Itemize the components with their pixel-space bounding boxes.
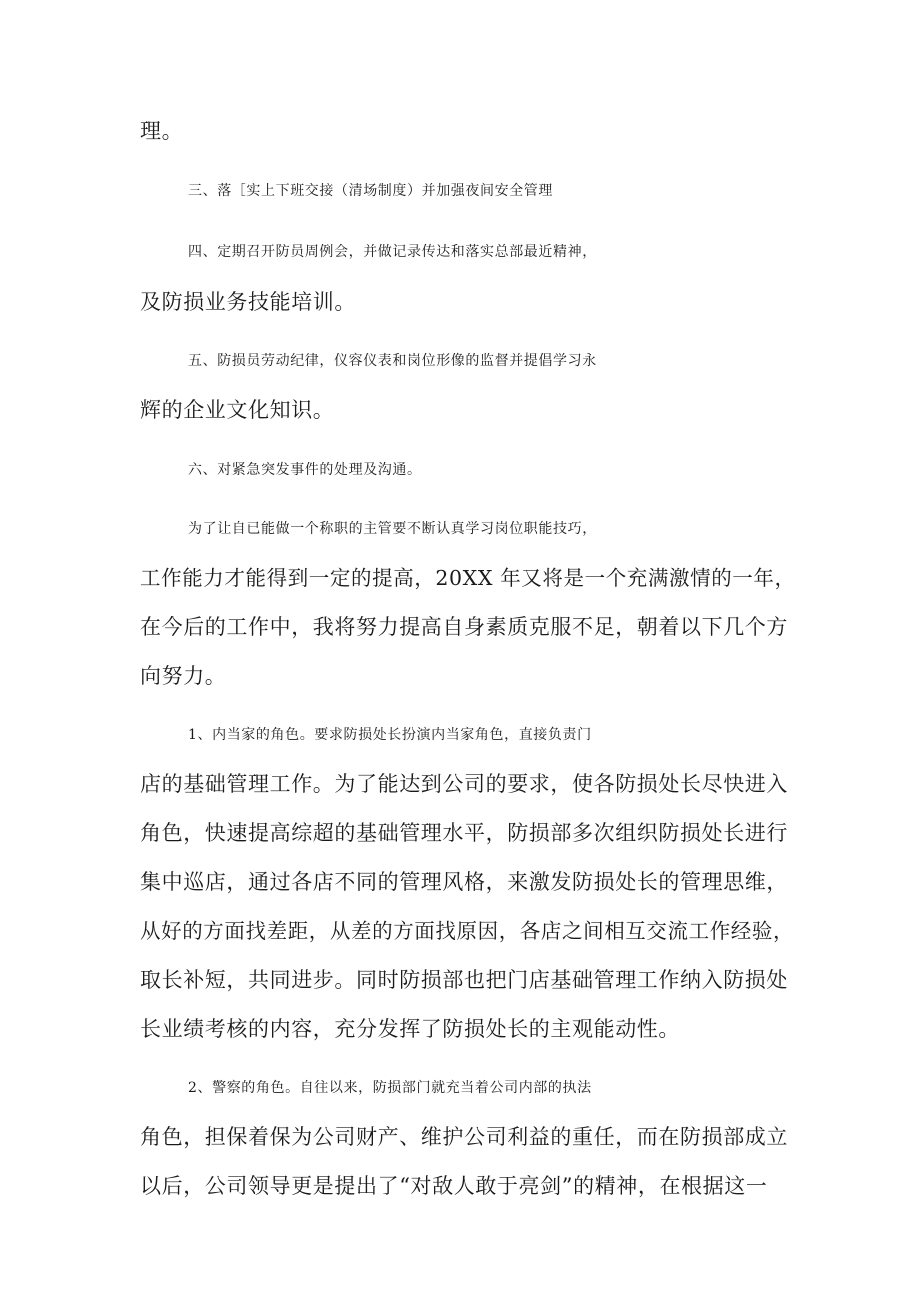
text-line: 1、内当家的角色。要求防损处长扮演内当家角色，直接负责门 [188, 727, 592, 743]
text-line: 四、定期召开防员周例会，并做记录传达和落实总部最近精神， [188, 244, 597, 260]
text-line: 三、落［实上下班交接（清场制度）并加强夜间安全管理 [188, 183, 553, 199]
text-line: 在今后的工作中，我将努力提高自身素质克服不足，朝着以下几个方 [140, 615, 788, 639]
text-line: 理。 [140, 119, 184, 143]
text-line: 2、警察的角色。自往以来，防损部门就充当着公司内部的执法 [188, 1080, 592, 1096]
text-line: 长业绩考核的内容，充分发挥了防损处长的主观能动性。 [140, 1017, 680, 1041]
text-line: 角色，快速提高综超的基础管理水平，防损部多次组织防损处长进行 [140, 821, 788, 845]
text-line: 以后，公司领导更是提出了“对敌人敢于亮剑”的精神，在根据这一 [140, 1174, 768, 1198]
text-line: 六、对紧急突发事件的处理及沟通。 [188, 462, 422, 478]
text-line: 从好的方面找差距，从差的方面找原因，各店之间相互交流工作经验， [140, 919, 795, 943]
text-line: 向努力。 [140, 664, 227, 688]
text-line: 及防损业务技能培训。 [140, 290, 356, 314]
text-line: 集中巡店，通过各店不同的管理风格，来激发防损处长的管理思维， [140, 870, 788, 894]
text-line: 辉的企业文化知识。 [140, 398, 335, 422]
text-line: 工作能力才能得到一定的提高，20XX 年又将是一个充满激情的一年， [140, 566, 796, 590]
text-line: 为了让自已能做一个称职的主管要不断认真学习岗位职能技巧， [188, 521, 597, 537]
text-line: 五、防损员劳动纪律，仪容仪表和岗位形像的监督并提倡学习永 [188, 353, 597, 369]
text-line: 取长补短，共同进步。同时防损部也把门店基础管理工作纳入防损处 [140, 968, 788, 992]
text-line: 店的基础管理工作。为了能达到公司的要求，使各防损处长尽快进入 [140, 772, 788, 796]
text-line: 角色，担保着保为公司财产、维护公司利益的重任，而在防损部成立 [140, 1125, 788, 1149]
